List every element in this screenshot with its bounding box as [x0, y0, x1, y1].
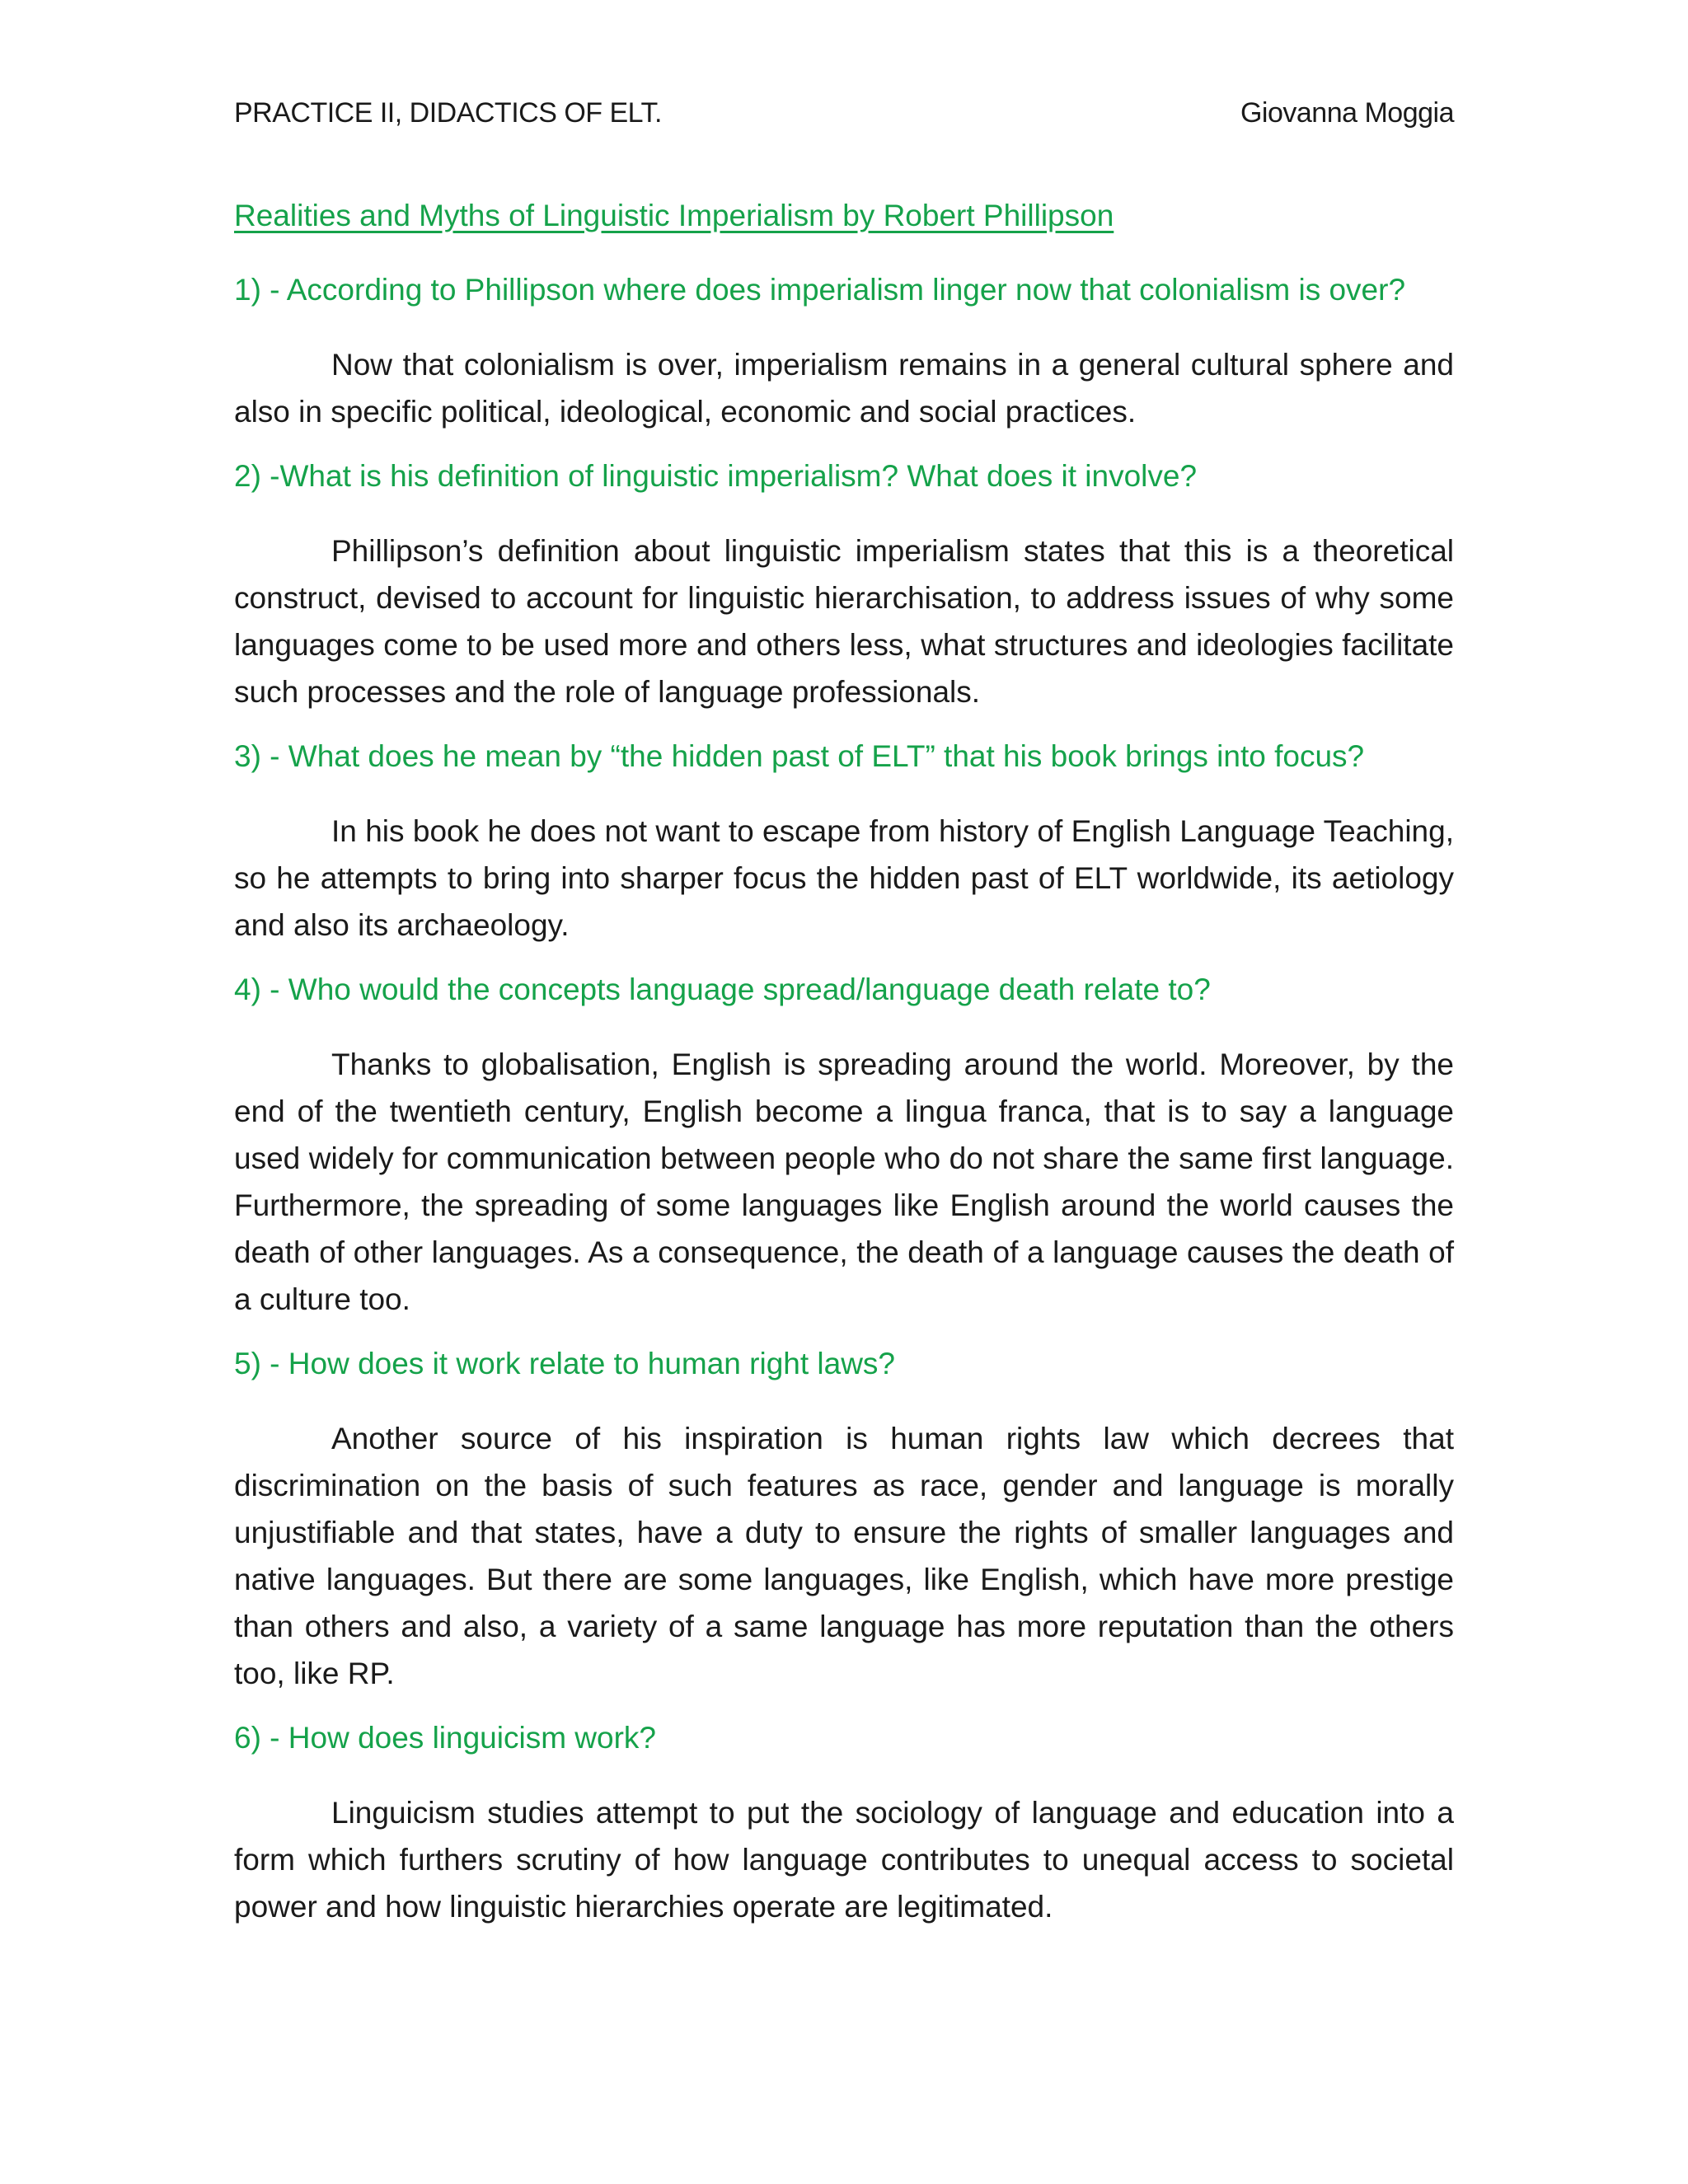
- document-body: [234, 196, 1454, 1952]
- question-5: 5) - How does it work relate to human right laws?: [234, 1347, 896, 1380]
- answer-2: Phillipson’s definition about linguistic imperialism states that this is a theoretical construct, devised to account for linguistic hierarchisation, to address issues of why some languages come to be used more and others less, what structures and ideologies facilitate such processes and the role of language professionals.: [234, 534, 1454, 709]
- question-4: 4) - Who would the concepts language spread/language death relate to?: [234, 972, 1211, 1006]
- question-2: 2) -What is his definition of linguistic imperialism? What does it involve?: [234, 459, 1198, 493]
- answer-6: Linguicism studies attempt to put the sociology of language and education into a form which furthers scrutiny of how language contributes to unequal access to societal power and how linguistic hierarchies operate are legitimated.: [234, 1796, 1454, 1924]
- document-title: Realities and Myths of Linguistic Imperialism by Robert Phillipson: [234, 199, 1114, 232]
- header-course-title: PRACTICE II, DIDACTICS OF ELT.: [234, 97, 662, 129]
- question-3: 3) - What does he mean by “the hidden past of ELT” that his book brings into focus?: [234, 739, 1365, 773]
- answer-3: In his book he does not want to escape from history of English Language Teaching, so he attempts to bring into sharper focus the hidden past of ELT worldwide, its aetiology and also its archaeology.: [234, 814, 1454, 942]
- answer-4: Thanks to globalisation, English is spreading around the world. Moreover, by the end of the twentieth century, English become a lingua franca, that is to say a language used widely for communication between people who do not share the same first language. Furthermore, the spreading of some languages like English around the world causes the death of other languages. As a consequence, the death of a language causes the death of a culture too.: [234, 1047, 1454, 1316]
- question-6: 6) - How does linguicism work?: [234, 1721, 657, 1755]
- header-author-name: Giovanna Moggia: [1240, 97, 1454, 129]
- page-header: [234, 97, 1454, 134]
- answer-5: Another source of his inspiration is human rights law which decrees that discrimination on the basis of such features as race, gender and language is morally unjustifiable and that states, have a duty to ensure the rights of smaller languages and native languages. But there are some languages, like English, which have more prestige than others and also, a variety of a same language has more reputation than the others too, like RP.: [234, 1422, 1454, 1690]
- answer-1: Now that colonialism is over, imperialism remains in a general cultural sphere and also in specific political, ideological, economic and social practices.: [234, 348, 1454, 429]
- question-1: 1) - According to Phillipson where does imperialism linger now that colonialism is over?: [234, 273, 1406, 307]
